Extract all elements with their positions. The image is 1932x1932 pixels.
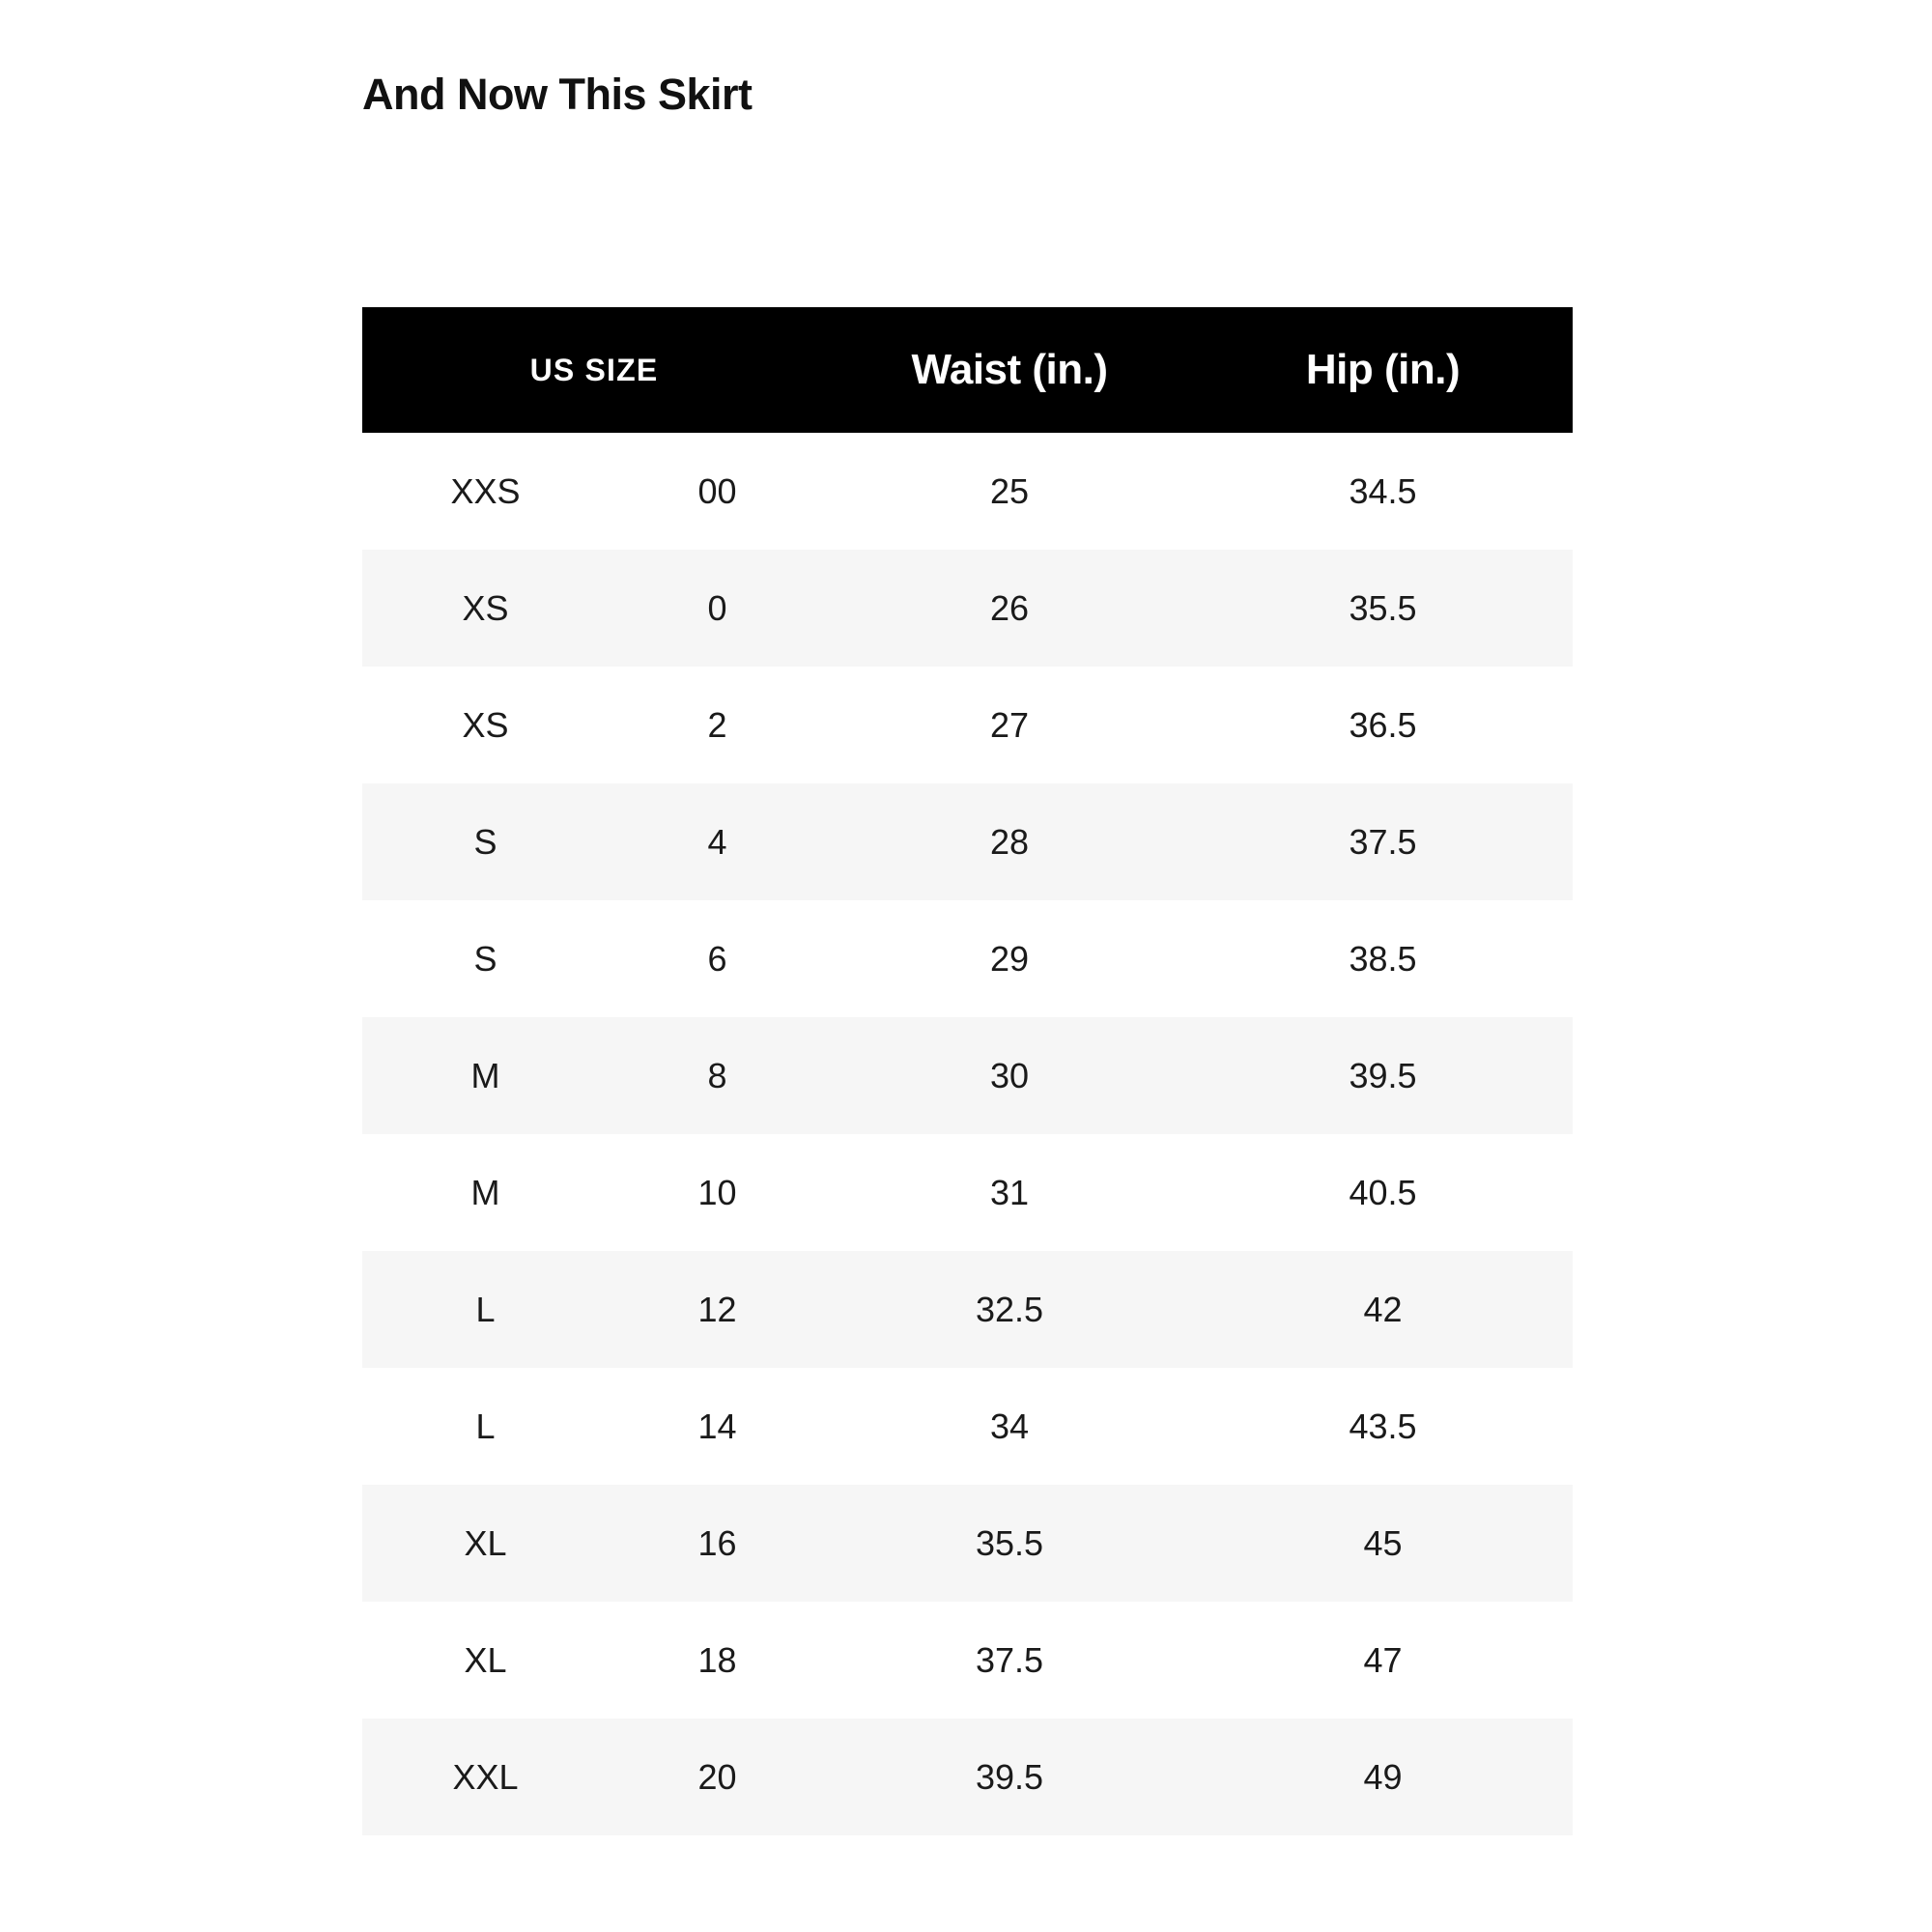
cell-numeric-size: 2 — [707, 704, 727, 745]
cell-alpha-size: M — [362, 1017, 609, 1134]
cell-waist: 25 — [989, 470, 1030, 511]
table-row — [362, 1251, 1573, 1368]
cell-numeric-size: 18 — [697, 1639, 737, 1680]
cell-alpha-size: XXS — [450, 470, 521, 511]
column-header-hip: Hip (in.) — [1193, 307, 1573, 433]
cell-numeric-size: 4 — [609, 783, 826, 900]
table-row — [362, 900, 1573, 1017]
cell-numeric-size: 12 — [609, 1251, 826, 1368]
table-header — [362, 307, 1573, 433]
cell-hip: 40.5 — [1349, 1172, 1417, 1212]
cell-hip: 45 — [1193, 1485, 1573, 1602]
cell-numeric-size: 6 — [707, 938, 727, 979]
column-header-us-size: US SIZE — [362, 307, 826, 433]
table-row — [362, 1719, 1573, 1835]
cell-alpha-size: XXL — [362, 1719, 609, 1835]
cell-waist: 39.5 — [826, 1719, 1193, 1835]
cell-waist: 29 — [989, 938, 1030, 979]
table-row — [362, 550, 1573, 667]
table-header-row — [362, 307, 1573, 433]
cell-alpha-size: L — [475, 1406, 496, 1446]
cell-hip: 34.5 — [1349, 470, 1417, 511]
cell-numeric-size: 8 — [609, 1017, 826, 1134]
cell-numeric-size: 00 — [697, 470, 737, 511]
cell-hip: 39.5 — [1193, 1017, 1573, 1134]
cell-numeric-size: 14 — [697, 1406, 737, 1446]
cell-hip: 35.5 — [1193, 550, 1573, 667]
cell-waist: 28 — [826, 783, 1193, 900]
table-row — [362, 1134, 1573, 1251]
cell-alpha-size: S — [362, 783, 609, 900]
cell-hip: 43.5 — [1349, 1406, 1417, 1446]
cell-hip: 49 — [1193, 1719, 1573, 1835]
cell-numeric-size: 20 — [609, 1719, 826, 1835]
table-row — [362, 1602, 1573, 1719]
cell-waist: 31 — [989, 1172, 1030, 1212]
cell-numeric-size: 16 — [609, 1485, 826, 1602]
cell-waist: 26 — [826, 550, 1193, 667]
cell-hip: 37.5 — [1193, 783, 1573, 900]
size-chart-table — [362, 307, 1573, 1835]
page-title: And Now This Skirt — [362, 70, 753, 119]
table-row — [362, 1485, 1573, 1602]
cell-hip: 38.5 — [1349, 938, 1417, 979]
cell-waist: 35.5 — [826, 1485, 1193, 1602]
table-row — [362, 1368, 1573, 1485]
table-row — [362, 433, 1573, 550]
cell-alpha-size: M — [470, 1172, 500, 1212]
cell-hip: 47 — [1363, 1639, 1403, 1680]
cell-alpha-size: S — [473, 938, 497, 979]
table-body — [362, 433, 1573, 1835]
cell-hip: 36.5 — [1349, 704, 1417, 745]
table-row — [362, 1017, 1573, 1134]
cell-alpha-size: XL — [464, 1639, 507, 1680]
cell-alpha-size: XS — [462, 704, 509, 745]
cell-hip: 42 — [1193, 1251, 1573, 1368]
cell-waist: 30 — [826, 1017, 1193, 1134]
cell-waist: 27 — [989, 704, 1030, 745]
cell-alpha-size: L — [362, 1251, 609, 1368]
cell-waist: 34 — [989, 1406, 1030, 1446]
column-header-waist: Waist (in.) — [826, 307, 1193, 433]
cell-numeric-size: 10 — [697, 1172, 737, 1212]
cell-alpha-size: XS — [362, 550, 609, 667]
cell-numeric-size: 0 — [609, 550, 826, 667]
cell-waist: 32.5 — [826, 1251, 1193, 1368]
table-row — [362, 783, 1573, 900]
cell-waist: 37.5 — [975, 1639, 1044, 1680]
table-row — [362, 667, 1573, 783]
cell-alpha-size: XL — [362, 1485, 609, 1602]
